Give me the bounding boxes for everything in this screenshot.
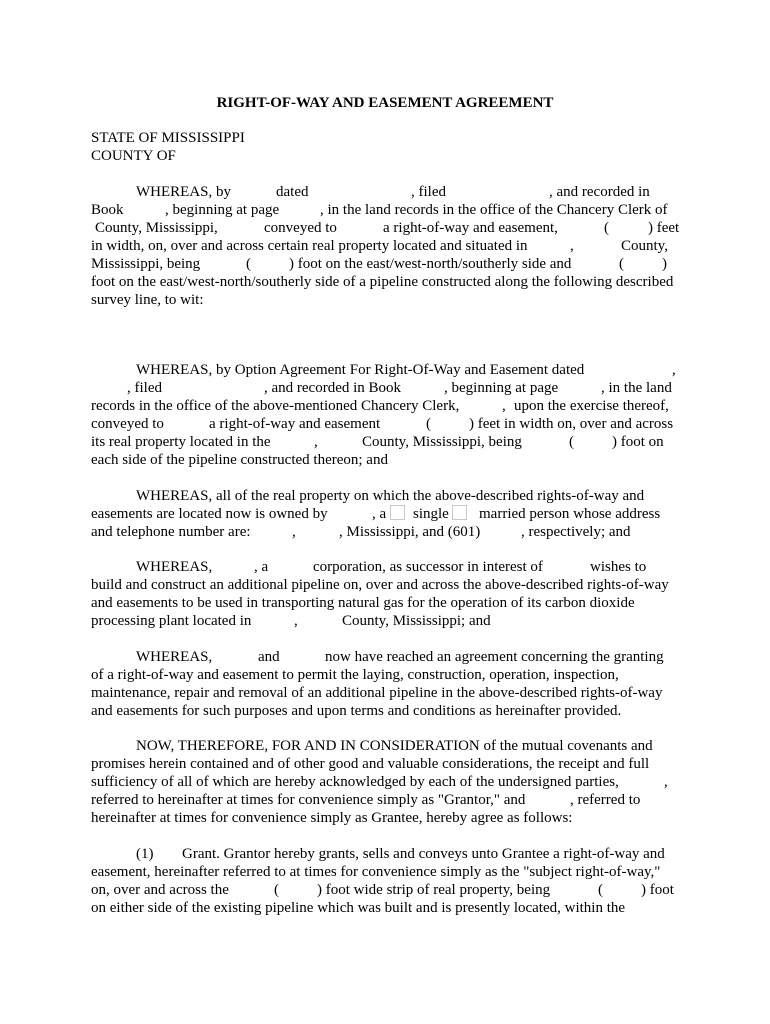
p1-text: a right-of-way and easement, xyxy=(383,220,558,236)
p7-text: ) foot xyxy=(641,882,674,898)
p1-text: ) foot on the east/west-north/southerly side and xyxy=(289,256,572,272)
p6-text: promises herein contained and of other good and valuable considerations, the receipt and full xyxy=(91,756,650,772)
p2-text: , xyxy=(672,362,676,378)
p3-text: single xyxy=(413,506,449,522)
p2-text: records in the office of the above-mentioned Chancery Clerk, xyxy=(91,398,460,414)
p6-text: sufficiency of all of which are hereby acknowledged by each of the undersigned parties, xyxy=(91,774,619,790)
p2-text: County, Mississippi, being xyxy=(362,434,522,450)
p1-text: County, xyxy=(621,238,668,254)
p3-text: and telephone number are: xyxy=(91,524,251,540)
p1-text: Mississippi, being xyxy=(91,256,201,272)
p2-text: WHEREAS, by Option Agreement For Right-Of-Way and Easement dated xyxy=(136,362,585,378)
p3-text: , xyxy=(292,524,296,540)
p2-text: ) feet in width on, over and across xyxy=(469,416,674,432)
p1-text: , in the land records in the office of the Chancery Clerk of xyxy=(320,202,668,218)
p7-text: ( xyxy=(274,882,279,898)
p2-text: upon the exercise thereof, xyxy=(514,398,669,414)
p3-text: , a xyxy=(372,506,387,522)
p2-text: , and recorded in Book xyxy=(264,380,402,396)
p3-text: easements are located now is owned by xyxy=(91,506,328,522)
p7-text: easement, hereinafter referred to at times for convenience simply as the "subject right-of-way," xyxy=(91,864,661,880)
p4-text: , a xyxy=(254,559,269,575)
county-heading: COUNTY OF xyxy=(91,148,176,164)
p2-text: each side of the pipeline constructed thereon; and xyxy=(91,452,388,468)
p4-text: County, Mississippi; and xyxy=(342,613,491,629)
p5-text: and easements for such purposes and upon terms and conditions as hereinafter provided. xyxy=(91,703,622,719)
p3-text: married person whose address xyxy=(479,506,661,522)
p1-text: WHEREAS, by xyxy=(136,184,231,200)
document-title: RIGHT-OF-WAY AND EASEMENT AGREEMENT xyxy=(216,95,554,111)
p4-text: corporation, as successor in interest of xyxy=(313,559,543,575)
p2-text: , beginning at page xyxy=(444,380,559,396)
p2-text: ) foot on xyxy=(612,434,664,450)
p6-text: hereinafter at times for convenience simply as Grantee, hereby agree as follows: xyxy=(91,810,573,826)
p2-text: a right-of-way and easement xyxy=(209,416,381,432)
p7-text: Grant. Grantor hereby grants, sells and conveys unto Grantee a right-of-way and xyxy=(182,846,665,862)
p3-text: , respectively; and xyxy=(521,524,631,540)
p1-text: conveyed to xyxy=(264,220,337,236)
p1-text: Book xyxy=(91,202,124,218)
p1-text: ( xyxy=(619,256,624,272)
p1-text: , filed xyxy=(411,184,446,200)
p7-text: (1) xyxy=(136,846,154,862)
p5-text: maintenance, repair and removal of an additional pipeline in the above-described rights-of-way xyxy=(91,685,663,701)
p1-text: foot on the east/west-north/southerly side of a pipeline constructed along the following described xyxy=(91,274,674,290)
p4-text: processing plant located in xyxy=(91,613,252,629)
p2-text: its real property located in the xyxy=(91,434,271,450)
p1-text: , beginning at page xyxy=(165,202,280,218)
p7-text: on either side of the existing pipeline which was built and is presently located, within the xyxy=(91,900,626,916)
p6-text: referred to hereinafter at times for convenience simply as "Grantor," and xyxy=(91,792,526,808)
p7-text: ) foot wide strip of real property, being xyxy=(317,882,551,898)
p5-text: of a right-of-way and easement to permit the laying, construction, operation, inspection, xyxy=(91,667,619,683)
p6-text: NOW, THEREFORE, FOR AND IN CONSIDERATION of the mutual covenants and xyxy=(136,738,653,754)
p6-text: , referred to xyxy=(570,792,641,808)
p6-text: , xyxy=(664,774,668,790)
p1-text: ) xyxy=(662,256,667,272)
p2-text: ( xyxy=(426,416,431,432)
p2-text: , filed xyxy=(127,380,162,396)
p2-text: , in the land xyxy=(601,380,672,396)
p4-text: , xyxy=(294,613,298,629)
p4-text: wishes to xyxy=(590,559,647,575)
p4-text: WHEREAS, xyxy=(136,559,213,575)
p7-text: ( xyxy=(598,882,603,898)
p7-text: on, over and across the xyxy=(91,882,229,898)
p1-text: County, Mississippi, xyxy=(95,220,218,236)
p3-text: WHEREAS, all of the real property on which the above-described rights-of-way and xyxy=(136,488,645,504)
p1-text: ( xyxy=(604,220,609,236)
p4-text: build and construct an additional pipeline on, over and across the above-described rights-of-way xyxy=(91,577,669,593)
state-heading: STATE OF MISSISSIPPI xyxy=(91,130,245,146)
p1-text: , and recorded in xyxy=(549,184,650,200)
p1-text: , xyxy=(570,238,574,254)
married-checkbox[interactable] xyxy=(452,505,467,520)
p5-text: now have reached an agreement concerning the granting xyxy=(325,649,664,665)
single-checkbox[interactable] xyxy=(390,505,405,520)
p1-text: in width, on, over and across certain real property located and situated in xyxy=(91,238,528,254)
p2-text: conveyed to xyxy=(91,416,164,432)
p4-text: and easements to be used in transporting natural gas for the operation of its carbon dioxide xyxy=(91,595,635,611)
p5-text: and xyxy=(258,649,280,665)
p3-text: , Mississippi, and (601) xyxy=(339,524,481,540)
p2-text: , xyxy=(502,398,506,414)
p1-text: survey line, to wit: xyxy=(91,292,204,308)
p2-text: , xyxy=(314,434,318,450)
p1-text: dated xyxy=(276,184,309,200)
p1-text: ) feet xyxy=(648,220,680,236)
p2-text: ( xyxy=(569,434,574,450)
p1-text: ( xyxy=(246,256,251,272)
p5-text: WHEREAS, xyxy=(136,649,213,665)
